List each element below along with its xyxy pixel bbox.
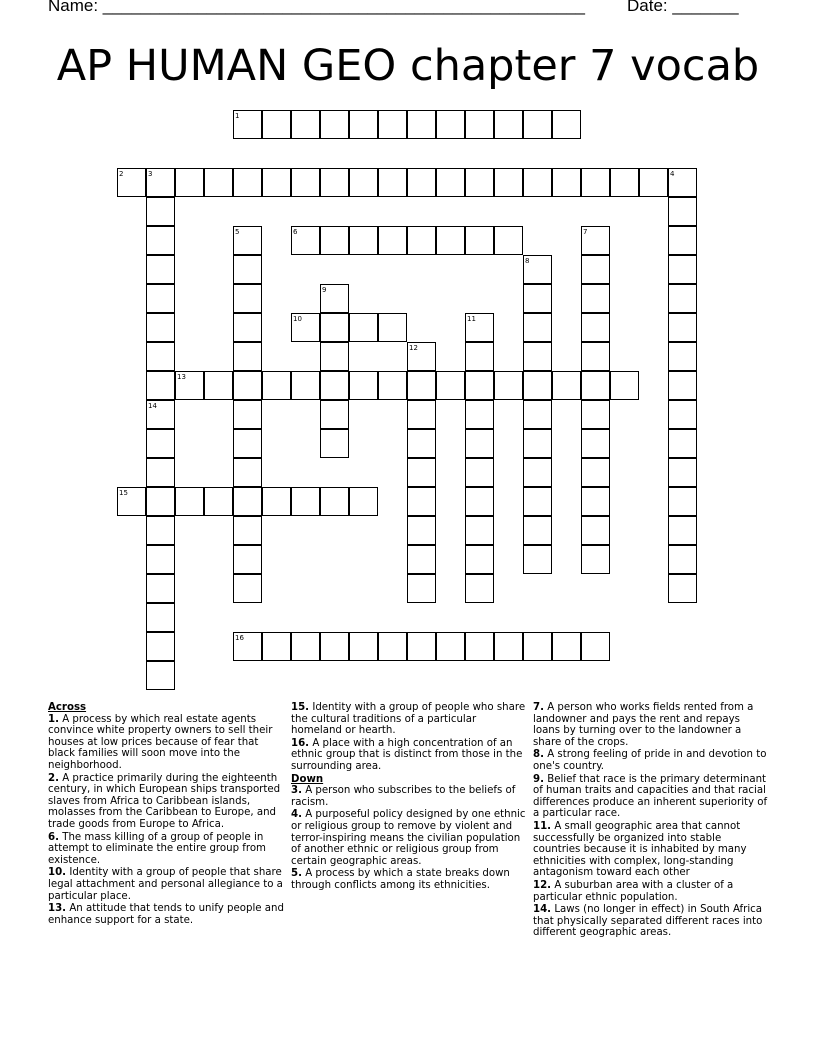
clue-text: A practice primarily during the eighteenth century, in which European ships transported slaves from Africa to Caribbean islands, molasses from the Caribbean to Europe, and trade goods from Europe to Africa.: [48, 772, 281, 830]
grid-cell[interactable]: [320, 313, 349, 342]
grid-cell[interactable]: [262, 110, 291, 139]
grid-cell[interactable]: [581, 632, 610, 661]
grid-cell[interactable]: [523, 487, 552, 516]
grid-cell[interactable]: [146, 255, 175, 284]
grid-cell[interactable]: [436, 226, 465, 255]
down-heading: Down: [291, 773, 324, 785]
clue-number-label: 10: [293, 315, 302, 323]
grid-cell[interactable]: [668, 429, 697, 458]
clue-number: 8.: [533, 749, 544, 761]
grid-cell[interactable]: [407, 487, 436, 516]
clue-down-8: [533, 749, 769, 772]
grid-cell[interactable]: [146, 661, 175, 690]
clue-text: Belief that race is the primary determinant of human traits and capacities and that racial differences produce an inherent superiority of a particular race.: [533, 773, 768, 820]
clue-text: A suburban area with a cluster of a particular ethnic population.: [533, 879, 734, 903]
grid-cell[interactable]: [668, 197, 697, 226]
grid-cell[interactable]: [610, 371, 639, 400]
clue-number: 7.: [533, 702, 544, 713]
grid-cell[interactable]: [175, 168, 204, 197]
grid-cell[interactable]: [668, 574, 697, 603]
clue-number-label: 4: [670, 170, 675, 178]
grid-cell[interactable]: [233, 516, 262, 545]
clue-text: A small geographic area that cannot successfully be organized into stable countries because it is inhabited by many ethnicities with complex, long-standing antagonism toward each other: [533, 820, 747, 879]
clue-number: 12.: [533, 879, 552, 891]
grid-cell[interactable]: [146, 632, 175, 661]
clue-down-4: [291, 809, 527, 867]
clue-column-2: [291, 702, 527, 893]
grid-cell[interactable]: [291, 110, 320, 139]
grid-cell[interactable]: [494, 226, 523, 255]
grid-cell[interactable]: [552, 632, 581, 661]
clue-number: 13.: [48, 903, 67, 915]
name-line: Name: ___________________________________________________: [48, 0, 585, 15]
clue-column-3: [533, 702, 769, 940]
grid-cell[interactable]: [349, 487, 378, 516]
grid-cell[interactable]: [378, 226, 407, 255]
grid-cell[interactable]: [349, 313, 378, 342]
clue-text: A place with a high concentration of an ethnic group that is distinct from those in the surrounding area.: [291, 737, 523, 772]
clue-column-1: [48, 702, 284, 927]
clue-down-9: [533, 774, 769, 820]
grid-cell[interactable]: [349, 371, 378, 400]
clue-text: A person who works fields rented from a landowner and pays the rent and repays loans by turning over to the landowner a share of the crops.: [533, 702, 754, 748]
clue-number-label: 12: [409, 344, 418, 352]
clue-text: A strong feeling of pride in and devotion to one's country.: [533, 749, 767, 772]
grid-cell[interactable]: [436, 110, 465, 139]
grid-cell[interactable]: [233, 371, 262, 400]
clue-down-14: [533, 904, 769, 939]
grid-cell[interactable]: [523, 429, 552, 458]
grid-cell[interactable]: [146, 487, 175, 516]
grid-cell[interactable]: [436, 168, 465, 197]
grid-cell[interactable]: [668, 516, 697, 545]
clue-number-label: 14: [148, 402, 157, 410]
grid-cell[interactable]: [320, 226, 349, 255]
grid-cell[interactable]: [378, 168, 407, 197]
grid-cell[interactable]: [291, 632, 320, 661]
grid-cell[interactable]: [204, 371, 233, 400]
grid-cell[interactable]: [523, 545, 552, 574]
grid-cell[interactable]: [320, 429, 349, 458]
grid-cell[interactable]: [320, 487, 349, 516]
grid-cell[interactable]: [378, 313, 407, 342]
grid-cell[interactable]: [146, 342, 175, 371]
grid-cell[interactable]: [291, 487, 320, 516]
grid-cell[interactable]: [523, 632, 552, 661]
grid-cell[interactable]: [233, 168, 262, 197]
page-title: AP HUMAN GEO chapter 7 vocab: [56, 41, 760, 91]
grid-cell[interactable]: [523, 458, 552, 487]
grid-cell[interactable]: [668, 458, 697, 487]
grid-cell[interactable]: [552, 371, 581, 400]
grid-cell[interactable]: [668, 342, 697, 371]
grid-cell[interactable]: [233, 574, 262, 603]
grid-cell[interactable]: [407, 110, 436, 139]
grid-cell[interactable]: [465, 371, 494, 400]
clue-across-10: [48, 867, 284, 902]
grid-cell[interactable]: [378, 110, 407, 139]
clue-down-3: [291, 785, 527, 808]
grid-cell[interactable]: [523, 516, 552, 545]
grid-cell[interactable]: [581, 545, 610, 574]
grid-cell[interactable]: [407, 458, 436, 487]
clue-number-label: 2: [119, 170, 124, 178]
grid-cell[interactable]: [407, 545, 436, 574]
clue-number: 6.: [48, 831, 59, 843]
date-line: Date: _______: [627, 0, 739, 15]
grid-cell[interactable]: [407, 516, 436, 545]
grid-cell[interactable]: [465, 342, 494, 371]
grid-cell[interactable]: [320, 342, 349, 371]
grid-cell[interactable]: [465, 574, 494, 603]
clue-number-label: 7: [583, 228, 588, 236]
grid-cell[interactable]: [146, 545, 175, 574]
grid-cell[interactable]: [349, 110, 378, 139]
grid-cell[interactable]: [581, 516, 610, 545]
grid-cell[interactable]: [436, 632, 465, 661]
clue-across-13: [48, 903, 284, 926]
grid-cell[interactable]: [523, 342, 552, 371]
clue-across-16: [291, 738, 527, 773]
grid-cell[interactable]: [349, 632, 378, 661]
grid-cell[interactable]: [233, 458, 262, 487]
grid-cell[interactable]: [146, 574, 175, 603]
grid-cell[interactable]: [262, 632, 291, 661]
clue-number-label: 15: [119, 489, 128, 497]
grid-cell[interactable]: [668, 545, 697, 574]
grid-cell[interactable]: [668, 313, 697, 342]
grid-cell[interactable]: [407, 168, 436, 197]
grid-cell[interactable]: [465, 487, 494, 516]
grid-cell[interactable]: [378, 371, 407, 400]
clue-number: 3.: [291, 785, 302, 797]
grid-cell[interactable]: [465, 110, 494, 139]
grid-cell[interactable]: [581, 342, 610, 371]
grid-cell[interactable]: [494, 371, 523, 400]
grid-cell[interactable]: [610, 168, 639, 197]
clue-down-12: [533, 880, 769, 903]
grid-cell[interactable]: [291, 168, 320, 197]
grid-cell[interactable]: [581, 255, 610, 284]
clue-down-11: [533, 821, 769, 879]
grid-cell[interactable]: [146, 313, 175, 342]
clue-number: 9.: [533, 773, 544, 785]
clue-number-label: 6: [293, 228, 298, 236]
grid-cell[interactable]: [233, 255, 262, 284]
grid-cell[interactable]: [581, 313, 610, 342]
clue-number-label: 1: [235, 112, 240, 120]
clue-number-label: 5: [235, 228, 240, 236]
grid-cell[interactable]: [523, 284, 552, 313]
grid-cell[interactable]: [407, 429, 436, 458]
clue-number-label: 13: [177, 373, 186, 381]
grid-cell[interactable]: [407, 574, 436, 603]
clue-number-label: 16: [235, 634, 244, 642]
clue-down-7: [533, 702, 769, 748]
grid-cell[interactable]: [523, 168, 552, 197]
grid-cell[interactable]: [523, 110, 552, 139]
grid-cell[interactable]: [581, 371, 610, 400]
grid-cell[interactable]: [465, 632, 494, 661]
grid-cell[interactable]: [523, 371, 552, 400]
grid-cell[interactable]: [146, 516, 175, 545]
clue-across-2: [48, 773, 284, 831]
grid-cell[interactable]: [465, 516, 494, 545]
grid-cell[interactable]: [233, 400, 262, 429]
grid-cell[interactable]: [407, 371, 436, 400]
clue-text: A process by which a state breaks down through conflicts among its ethnicities.: [291, 868, 510, 891]
grid-cell[interactable]: [146, 197, 175, 226]
grid-cell[interactable]: [436, 371, 465, 400]
grid-cell[interactable]: [204, 168, 233, 197]
clue-down-5: [291, 868, 527, 891]
grid-cell[interactable]: [581, 458, 610, 487]
grid-cell[interactable]: [407, 226, 436, 255]
grid-cell[interactable]: [146, 429, 175, 458]
grid-cell[interactable]: [233, 429, 262, 458]
clue-number: 4.: [291, 809, 302, 821]
grid-cell[interactable]: [465, 226, 494, 255]
clue-number-label: 3: [148, 170, 153, 178]
grid-cell[interactable]: [581, 400, 610, 429]
grid-cell[interactable]: [204, 487, 233, 516]
grid-cell[interactable]: [378, 632, 407, 661]
clue-number: 15.: [291, 702, 310, 713]
grid-cell[interactable]: [349, 168, 378, 197]
clue-across-1: [48, 714, 284, 772]
across-heading: Across: [48, 702, 87, 713]
clue-text: Identity with a group of people who share the cultural traditions of a particular homeland or hearth.: [291, 702, 526, 737]
clue-number: 5.: [291, 868, 302, 880]
clue-text: Identity with a group of people that share legal attachment and personal allegiance to a particular place.: [48, 867, 283, 902]
clue-number-label: 11: [467, 315, 476, 323]
grid-cell[interactable]: [262, 487, 291, 516]
grid-cell[interactable]: [407, 400, 436, 429]
grid-cell[interactable]: [581, 429, 610, 458]
clue-number: 2.: [48, 772, 59, 784]
grid-cell[interactable]: [146, 226, 175, 255]
clue-text: The mass killing of a group of people in attempt to eliminate the entire group from existence.: [48, 831, 266, 866]
grid-cell[interactable]: [668, 371, 697, 400]
grid-cell[interactable]: [320, 632, 349, 661]
grid-cell[interactable]: [407, 632, 436, 661]
clue-across-6: [48, 832, 284, 867]
grid-cell[interactable]: [233, 487, 262, 516]
grid-cell[interactable]: [552, 168, 581, 197]
grid-cell[interactable]: [581, 168, 610, 197]
clue-number: 16.: [291, 737, 310, 749]
grid-cell[interactable]: [581, 487, 610, 516]
grid-cell[interactable]: [668, 284, 697, 313]
clue-number: 14.: [533, 904, 552, 916]
clue-across-15: [291, 702, 527, 737]
grid-cell[interactable]: [146, 284, 175, 313]
grid-cell[interactable]: [291, 371, 320, 400]
grid-cell[interactable]: [349, 226, 378, 255]
grid-cell[interactable]: [523, 400, 552, 429]
clue-number: 1.: [48, 713, 59, 725]
grid-cell[interactable]: [668, 487, 697, 516]
grid-cell[interactable]: [233, 342, 262, 371]
clue-number-label: 8: [525, 257, 530, 265]
clue-text: A purposeful policy designed by one ethnic or religious group to remove by violent and terror-inspiring means the civilian population of another ethnic or religious group from certain geographic areas.: [291, 809, 526, 867]
grid-cell[interactable]: [668, 226, 697, 255]
grid-cell[interactable]: [465, 400, 494, 429]
grid-cell[interactable]: [320, 371, 349, 400]
grid-cell[interactable]: [320, 168, 349, 197]
clue-number: 10.: [48, 867, 67, 879]
grid-cell[interactable]: [465, 429, 494, 458]
clue-number: 11.: [533, 820, 552, 832]
grid-cell[interactable]: [146, 603, 175, 632]
grid-cell[interactable]: [494, 110, 523, 139]
grid-cell[interactable]: [494, 632, 523, 661]
grid-cell[interactable]: [668, 400, 697, 429]
grid-cell[interactable]: [233, 313, 262, 342]
clue-text: A person who subscribes to the beliefs of racism.: [291, 785, 516, 808]
clue-text: A process by which real estate agents convince white property owners to sell their houses at low prices because of fear that black families will soon move into the neighborhood.: [48, 713, 273, 771]
grid-cell[interactable]: [146, 371, 175, 400]
grid-cell[interactable]: [320, 400, 349, 429]
grid-cell[interactable]: [146, 458, 175, 487]
grid-cell[interactable]: [465, 545, 494, 574]
clue-number-label: 9: [322, 286, 327, 294]
grid-cell[interactable]: [668, 255, 697, 284]
grid-cell[interactable]: [639, 168, 668, 197]
grid-cell[interactable]: [262, 371, 291, 400]
grid-cell[interactable]: [581, 284, 610, 313]
grid-cell[interactable]: [494, 168, 523, 197]
grid-cell[interactable]: [175, 487, 204, 516]
grid-cell[interactable]: [552, 110, 581, 139]
clue-text: Laws (no longer in effect) in South Africa that physically separated different races into different geographic areas.: [533, 904, 763, 939]
grid-cell[interactable]: [262, 168, 291, 197]
grid-cell[interactable]: [465, 168, 494, 197]
grid-cell[interactable]: [233, 545, 262, 574]
grid-cell[interactable]: [523, 313, 552, 342]
grid-cell[interactable]: [465, 458, 494, 487]
grid-cell[interactable]: [320, 110, 349, 139]
grid-cell[interactable]: [233, 284, 262, 313]
clue-text: An attitude that tends to unify people and enhance support for a state.: [48, 903, 284, 926]
